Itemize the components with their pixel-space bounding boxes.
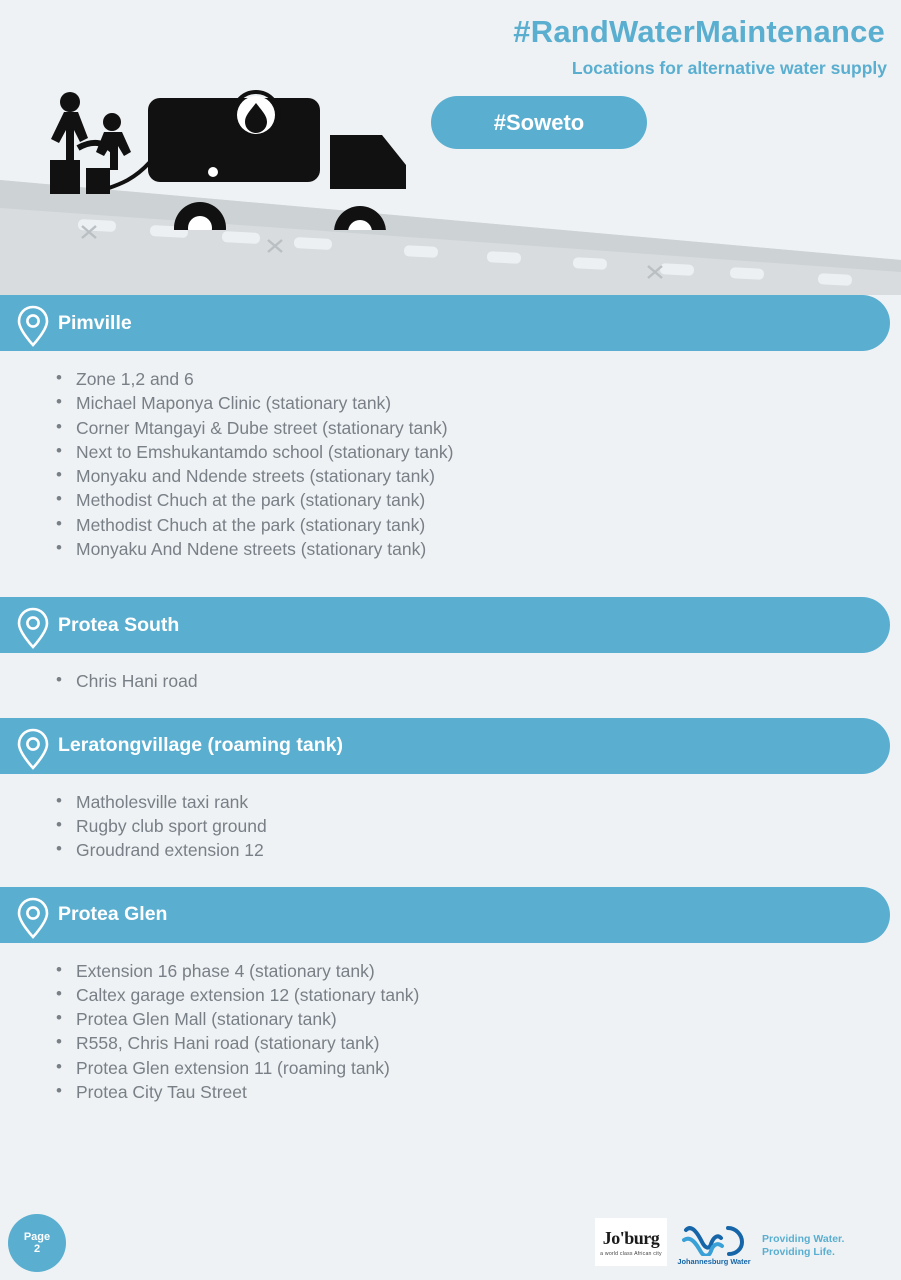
joburg-logo-tagline: a world class African city bbox=[600, 1250, 662, 1257]
list-item: • Corner Mtangayi & Dube street (stationary tank) bbox=[56, 416, 901, 440]
johannesburg-water-logo bbox=[676, 1218, 752, 1266]
brand-tagline bbox=[762, 1233, 844, 1258]
list-item: • Protea City Tau Street bbox=[56, 1080, 901, 1104]
page-footer bbox=[0, 1190, 901, 1280]
section-header-leratongvillage bbox=[0, 718, 890, 774]
list-item: • Monyaku And Ndene streets (stationary tank) bbox=[56, 537, 901, 561]
list-item: • Protea Glen Mall (stationary tank) bbox=[56, 1007, 901, 1031]
list-item: • Extension 16 phase 4 (stationary tank) bbox=[56, 959, 901, 983]
location-pin-icon bbox=[14, 304, 52, 350]
location-list-protea-south bbox=[0, 653, 901, 705]
jw-logo-text: Johannesburg Water bbox=[677, 1257, 751, 1266]
section-header-protea-south bbox=[0, 597, 890, 653]
joburg-logo-text: Jo'burg bbox=[602, 1227, 660, 1248]
section-title: Protea Glen bbox=[58, 903, 168, 926]
list-item: • Zone 1,2 and 6 bbox=[56, 367, 901, 391]
list-item: • Methodist Chuch at the park (stationary tank) bbox=[56, 488, 901, 512]
joburg-logo bbox=[595, 1218, 667, 1266]
list-item: • Michael Maponya Clinic (stationary tank) bbox=[56, 391, 901, 415]
section-title: Leratongvillage (roaming tank) bbox=[58, 734, 343, 757]
section-header-protea-glen bbox=[0, 887, 890, 943]
list-item: • Matholesville taxi rank bbox=[56, 790, 901, 814]
list-item: • Protea Glen extension 11 (roaming tank) bbox=[56, 1056, 901, 1080]
location-pin-icon bbox=[14, 606, 52, 652]
list-item: • Groudrand extension 12 bbox=[56, 838, 901, 862]
page-number: 2 bbox=[33, 1243, 41, 1255]
list-item: • Methodist Chuch at the park (stationary tank) bbox=[56, 513, 901, 537]
location-pin-icon bbox=[14, 896, 52, 942]
list-item: • Monyaku and Ndende streets (stationary tank) bbox=[56, 464, 901, 488]
location-list-leratongvillage bbox=[0, 774, 901, 875]
list-item: • R558, Chris Hani road (stationary tank) bbox=[56, 1031, 901, 1055]
section-header-pimville bbox=[0, 295, 890, 351]
page-header bbox=[0, 0, 901, 295]
section-title: Protea South bbox=[58, 613, 180, 636]
page-subtitle: Locations for alternative water supply bbox=[571, 58, 887, 78]
list-item: • Chris Hani road bbox=[56, 669, 901, 693]
locations-content bbox=[0, 295, 901, 1116]
area-badge: #Soweto bbox=[431, 96, 647, 149]
list-item: • Rugby club sport ground bbox=[56, 814, 901, 838]
page-title: #RandWaterMaintenance bbox=[513, 14, 885, 49]
list-item: • Next to Emshukantamdo school (stationary tank) bbox=[56, 440, 901, 464]
location-list-pimville bbox=[0, 351, 901, 573]
tagline-line-1: Providing Water. bbox=[762, 1233, 845, 1245]
list-item: • Caltex garage extension 12 (stationary tank) bbox=[56, 983, 901, 1007]
water-wave-icon bbox=[680, 1224, 748, 1256]
location-list-protea-glen bbox=[0, 943, 901, 1117]
tagline-line-2: Providing Life. bbox=[762, 1245, 835, 1258]
section-title: Pimville bbox=[58, 311, 132, 334]
page-label: Page bbox=[23, 1231, 51, 1243]
location-pin-icon bbox=[14, 727, 52, 773]
water-tanker-illustration bbox=[30, 50, 410, 230]
page-number-badge bbox=[8, 1214, 66, 1272]
